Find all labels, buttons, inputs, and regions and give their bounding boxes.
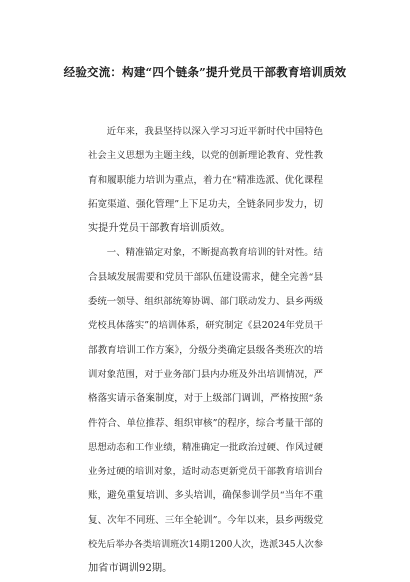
text-line: 账，避免重复培训、多头培训，确保参训学员“当年不重 xyxy=(88,490,323,502)
text-line: 党校具体落实”的培训体系，研究制定《县2024年党员干 xyxy=(88,320,323,332)
text-line: 近年来，我县坚持以深入学习习近平新时代中国特色 xyxy=(88,126,323,137)
text-line: 业务过硬的培训对象，适时动态更新党员干部教育培训台 xyxy=(88,466,323,478)
text-line: 委统一领导、组织部统筹协调、部门联动发力、县乡两级 xyxy=(88,296,323,308)
text-line: 实提升党员干部教育培训质效。 xyxy=(88,223,231,235)
text-line: 格落实请示备案制度，对于上级部门调训，严格按照“条 xyxy=(88,393,323,405)
text-line: 社会主义思想为主题主线，以党的创新理论教育、党性教 xyxy=(88,150,323,162)
text-line: 件符合、单位推荐、组织审核”的程序，综合考量干部的 xyxy=(88,417,323,429)
text-line: 复、次年不同班、三年全轮训”。今年以来，县乡两级党 xyxy=(88,514,323,526)
text-line: 拓宽渠道、强化管理”上下足功夫，全链条同步发力，切 xyxy=(88,198,323,210)
paragraph-section-one xyxy=(88,241,323,581)
text-line: 思想动态和工作业绩，精准确定一批政治过硬、作风过硬 xyxy=(88,441,323,453)
text-line: 加省市调训92期。 xyxy=(88,563,173,575)
text-line: 一、精准锚定对象，不断提高教育培训的针对性。结 xyxy=(88,247,323,259)
paragraph-intro xyxy=(88,120,323,241)
text-line: 育和履职能力培训为重点，着力在“精准选派、优化课程 xyxy=(88,174,323,186)
text-line: 部教育培训工作方案》，分级分类确定县级各类班次的培 xyxy=(88,344,323,356)
text-line: 训对象范围，对于业务部门县内办班及外出培训情况，严 xyxy=(88,368,323,380)
text-line: 校先后举办各类培训班次14期1200人次，选派345人次参 xyxy=(88,540,323,551)
document-body xyxy=(88,120,323,582)
document-title: 经验交流：构建“四个链条”提升党员干部教育培训质效 xyxy=(63,65,347,79)
text-line: 合县域发展需要和党员干部队伍建设需求，健全完善“县 xyxy=(88,271,323,283)
